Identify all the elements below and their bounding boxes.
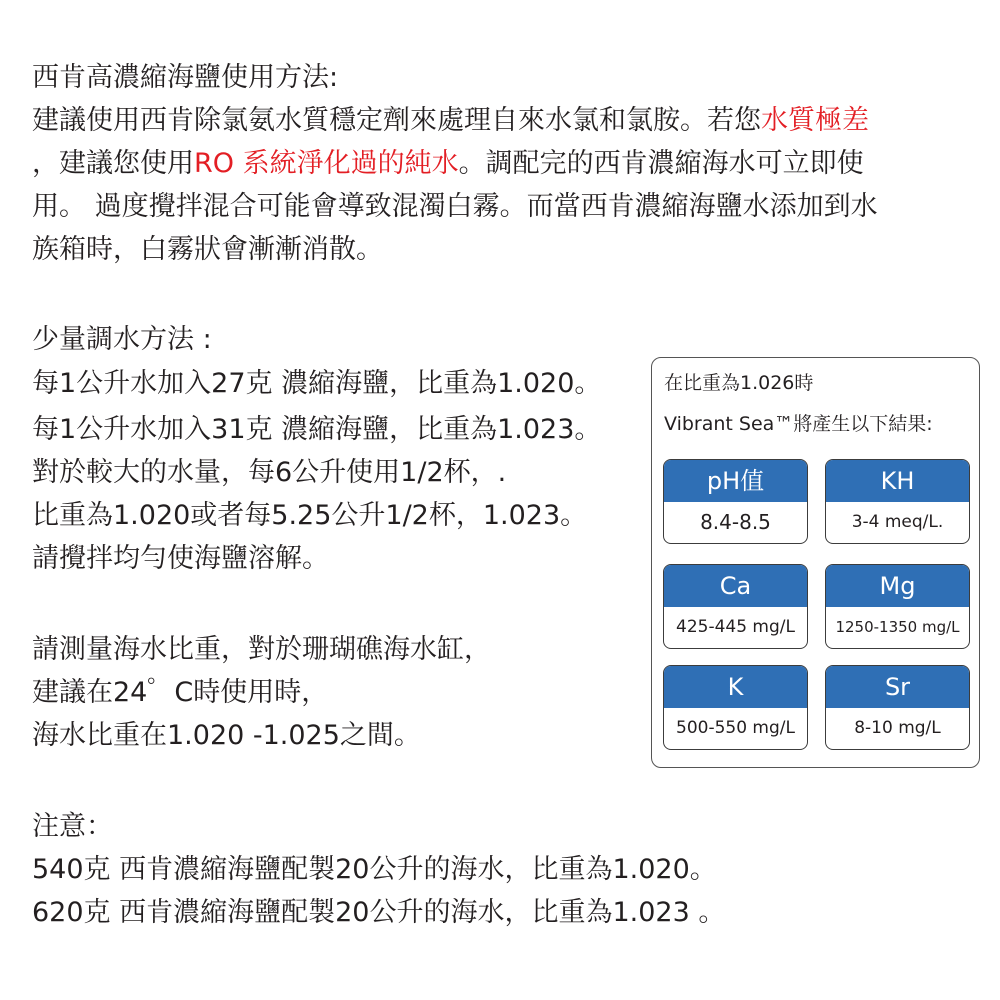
card-sr-value: 8-10 mg/L <box>854 718 941 738</box>
card-sr-label: Sr <box>826 666 969 708</box>
small-batch-line-5: 請攪拌均勻使海鹽溶解。 <box>32 543 329 574</box>
intro-line-2-text-c: 。調配完的西肯濃縮海水可立即使 <box>458 148 864 179</box>
card-mg <box>825 564 970 649</box>
intro-line-4: 族箱時，白霧狀會漸漸消散。 <box>32 234 383 265</box>
measure-line-1: 請測量海水比重，對於珊瑚礁海水缸， <box>32 634 491 665</box>
measure-line-3: 海水比重在1.020 -1.025之間。 <box>32 720 421 751</box>
small-batch-line-4: 比重為1.020或者每5.25公升1/2杯，1.023。 <box>32 500 588 531</box>
intro-line-2 <box>32 144 864 184</box>
panel-header-condition: 在比重為1.026時 <box>664 372 814 394</box>
small-batch-line-2: 每1公升水加入31克 濃縮海鹽，比重為1.023。 <box>32 414 602 445</box>
card-sr <box>825 665 970 750</box>
intro-highlight-ro-water: RO 系統淨化過的純水 <box>194 148 459 179</box>
card-kh-label: KH <box>826 460 969 502</box>
intro-title: 西肯高濃縮海鹽使用方法: <box>32 62 339 93</box>
intro-line-2-text-a: ，建議您使用 <box>32 148 194 179</box>
card-ph <box>663 459 808 544</box>
card-kh-value: 3-4 meq/L. <box>851 512 944 532</box>
card-ph-label: pH值 <box>664 460 807 502</box>
panel-header-results: Vibrant Sea™將產生以下結果: <box>664 413 933 435</box>
card-ca-value: 425-445 mg/L <box>676 617 795 637</box>
card-mg-value: 1250-1350 mg/L <box>835 618 960 636</box>
note-line-2: 620克 西肯濃縮海鹽配製20公升的海水，比重為1.023 。 <box>32 897 726 928</box>
note-line-1: 540克 西肯濃縮海鹽配製20公升的海水，比重為1.020。 <box>32 854 717 885</box>
intro-line-1-text: 建議使用西肯除氯氨水質穩定劑來處理自來水氯和氯胺。若您 <box>32 105 761 136</box>
small-batch-title: 少量調水方法 : <box>32 324 212 355</box>
intro-line-3: 用。 過度攪拌混合可能會導致混濁白霧。而當西肯濃縮海鹽水添加到水 <box>32 191 878 222</box>
measure-line-2: 建議在24゜C時使用時， <box>32 677 329 708</box>
small-batch-line-3: 對於較大的水量，每6公升使用1/2杯，. <box>32 457 507 488</box>
card-ca <box>663 564 808 649</box>
note-title: 注意： <box>32 811 113 842</box>
card-ph-value: 8.4-8.5 <box>700 510 771 534</box>
small-batch-line-1: 每1公升水加入27克 濃縮海鹽，比重為1.020。 <box>32 368 602 399</box>
card-k-value: 500-550 mg/L <box>676 718 795 738</box>
intro-highlight-poor-water: 水質極差 <box>761 105 869 136</box>
card-k <box>663 665 808 750</box>
card-kh <box>825 459 970 544</box>
intro-line-1 <box>32 101 869 141</box>
card-k-label: K <box>664 666 807 708</box>
card-mg-label: Mg <box>826 565 969 607</box>
card-ca-label: Ca <box>664 565 807 607</box>
